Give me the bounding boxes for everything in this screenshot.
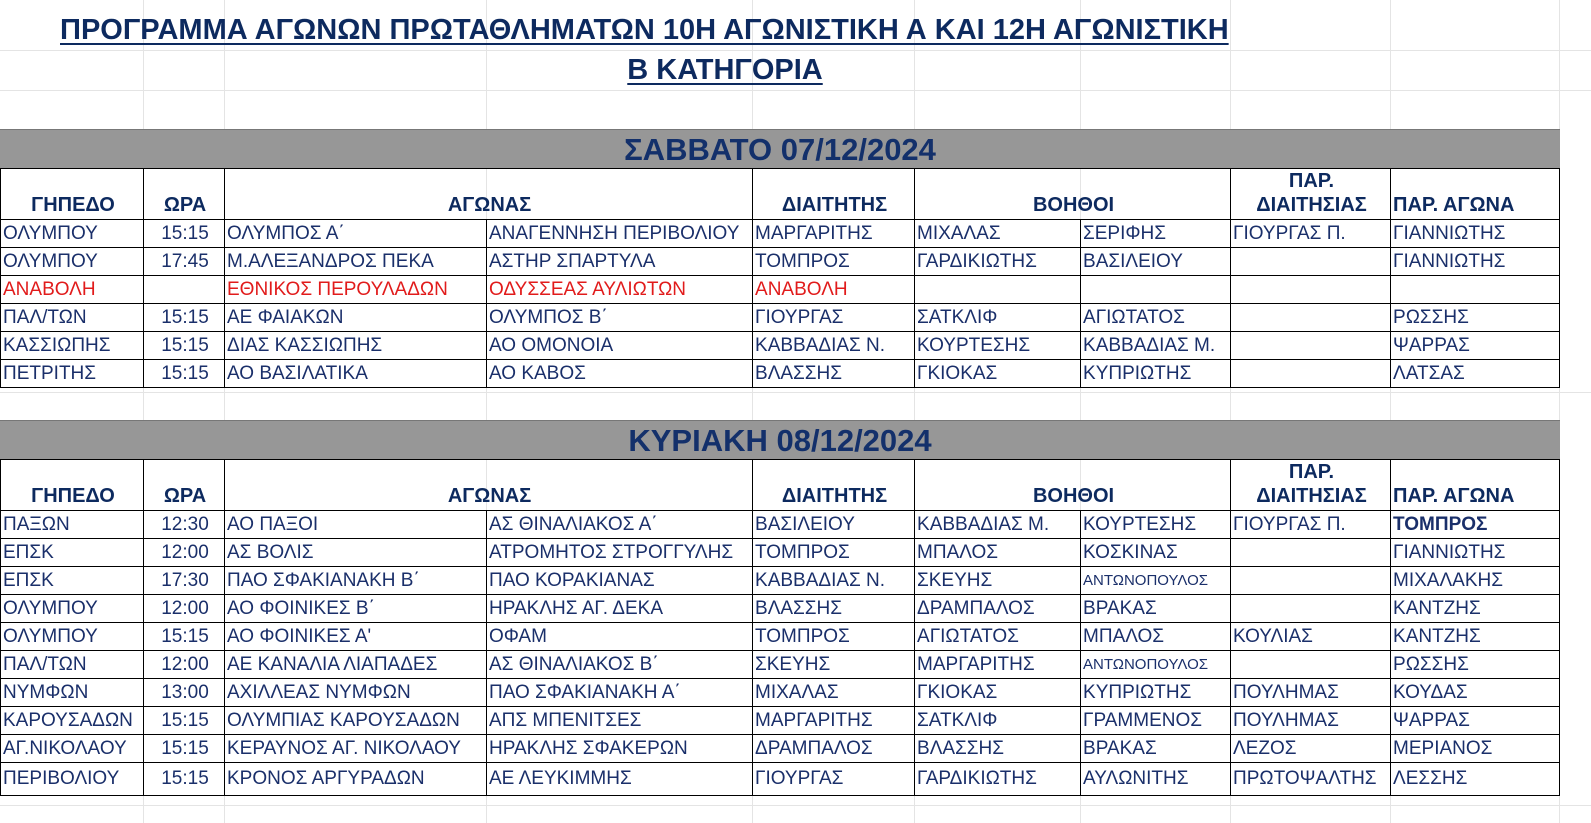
cell-assistant2: ΚΥΠΡΙΩΤΗΣ: [1081, 360, 1231, 388]
cell-ref-observer: [1231, 248, 1391, 276]
cell-assistant1: ΔΡΑΜΠΑΛΟΣ: [915, 595, 1081, 623]
cell-ref-observer: [1231, 567, 1391, 595]
cell-assistant2: ΒΡΑΚΑΣ: [1081, 735, 1231, 763]
cell-away: ΠΑΟ ΚΟΡΑΚΙΑΝΑΣ: [487, 567, 753, 595]
match-row: [1, 651, 1560, 679]
cell-ref-observer: ΠΟΥΛΗΜΑΣ: [1231, 679, 1391, 707]
cell-referee: ΓΙΟΥΡΓΑΣ: [753, 763, 915, 796]
cell-referee: ΜΑΡΓΑΡΙΤΗΣ: [753, 220, 915, 248]
cell-venue: ΝΥΜΦΩΝ: [1, 679, 144, 707]
cell-time: [144, 276, 225, 304]
match-row: [1, 304, 1560, 332]
cell-assistant2: ΚΥΠΡΙΩΤΗΣ: [1081, 679, 1231, 707]
cell-venue: ΠΑΛ/ΤΩΝ: [1, 304, 144, 332]
cell-assistant1: ΜΙΧΑΛΑΣ: [915, 220, 1081, 248]
cell-ref-observer: [1231, 539, 1391, 567]
cell-referee: ΤΟΜΠΡΟΣ: [753, 623, 915, 651]
cell-ref-observer: [1231, 595, 1391, 623]
cell-match-observer: ΚΟΥΔΑΣ: [1391, 679, 1560, 707]
cell-assistant1: ΜΑΡΓΑΡΙΤΗΣ: [915, 651, 1081, 679]
cell-assistant2: ΚΑΒΒΑΔΙΑΣ Μ.: [1081, 332, 1231, 360]
cell-match-observer: ΡΩΣΣΗΣ: [1391, 304, 1560, 332]
cell-home: ΑΕ ΚΑΝΑΛΙΑ ΛΙΑΠΑΔΕΣ: [225, 651, 487, 679]
cell-assistant1: ΣΑΤΚΛΙΦ: [915, 707, 1081, 735]
cell-time: 15:15: [144, 360, 225, 388]
cell-time: 12:30: [144, 511, 225, 539]
cell-referee: ΒΑΣΙΛΕΙΟΥ: [753, 511, 915, 539]
cell-assistant1: [915, 276, 1081, 304]
header-row: [1, 460, 1560, 511]
cell-time: 15:15: [144, 332, 225, 360]
header-match-observer: ΠΑΡ. ΑΓΩΝΑ: [1391, 169, 1560, 220]
cell-referee: ΜΑΡΓΑΡΙΤΗΣ: [753, 707, 915, 735]
cell-home: ΑΣ ΒΟΛΙΣ: [225, 539, 487, 567]
match-row: [1, 567, 1560, 595]
cell-away: ΟΦΑΜ: [487, 623, 753, 651]
header-ref-observer-line2: ΔΙΑΙΤΗΣΙΑΣ: [1256, 485, 1367, 507]
cell-assistant2: ΑΓΙΩΤΑΤΟΣ: [1081, 304, 1231, 332]
match-row: [1, 248, 1560, 276]
page-subtitle: Β ΚΑΤΗΓΟΡΙΑ: [627, 54, 823, 86]
cell-assistant2: ΜΠΑΛΟΣ: [1081, 623, 1231, 651]
cell-ref-observer: [1231, 651, 1391, 679]
cell-away: ΗΡΑΚΛΗΣ ΣΦΑΚΕΡΩΝ: [487, 735, 753, 763]
cell-time: 15:15: [144, 763, 225, 796]
cell-home: ΑΟ ΠΑΞΟΙ: [225, 511, 487, 539]
cell-referee: ΒΛΑΣΣΗΣ: [753, 595, 915, 623]
cell-assistant1: ΓΑΡΔΙΚΙΩΤΗΣ: [915, 763, 1081, 796]
cell-time: 15:15: [144, 735, 225, 763]
match-row: [1, 595, 1560, 623]
cell-assistant2: ΚΟΥΡΤΕΣΗΣ: [1081, 511, 1231, 539]
cell-assistant2: ΑΥΛΩΝΙΤΗΣ: [1081, 763, 1231, 796]
match-row: [1, 679, 1560, 707]
cell-away: ΑΣΤΗΡ ΣΠΑΡΤΥΛΑ: [487, 248, 753, 276]
cell-venue: ΠΑΛ/ΤΩΝ: [1, 651, 144, 679]
cell-venue: ΟΛΥΜΠΟΥ: [1, 248, 144, 276]
cell-away: ΟΛΥΜΠΟΣ Β΄: [487, 304, 753, 332]
cell-assistant1: ΒΛΑΣΣΗΣ: [915, 735, 1081, 763]
cell-referee: ΚΑΒΒΑΔΙΑΣ Ν.: [753, 332, 915, 360]
header-venue: ΓΗΠΕΔΟ: [1, 169, 144, 220]
cell-time: 13:00: [144, 679, 225, 707]
cell-assistant2: ΓΡΑΜΜΕΝΟΣ: [1081, 707, 1231, 735]
cell-away: ΑΟ ΚΑΒΟΣ: [487, 360, 753, 388]
cell-away: ΑΟ ΟΜΟΝΟΙΑ: [487, 332, 753, 360]
cell-venue: ΚΑΣΣΙΩΠΗΣ: [1, 332, 144, 360]
cell-home: ΑΕ ΦΑΙΑΚΩΝ: [225, 304, 487, 332]
cell-assistant1: ΣΚΕΥΗΣ: [915, 567, 1081, 595]
cell-assistant1: ΣΑΤΚΛΙΦ: [915, 304, 1081, 332]
cell-match-observer: ΡΩΣΣΗΣ: [1391, 651, 1560, 679]
cell-assistant1: ΑΓΙΩΤΑΤΟΣ: [915, 623, 1081, 651]
cell-ref-observer: ΛΕΖΟΣ: [1231, 735, 1391, 763]
cell-match-observer: ΤΟΜΠΡΟΣ: [1391, 511, 1560, 539]
cell-referee: ΜΙΧΑΛΑΣ: [753, 679, 915, 707]
cell-match-observer: ΜΕΡΙΑΝΟΣ: [1391, 735, 1560, 763]
cell-venue: ΟΛΥΜΠΟΥ: [1, 595, 144, 623]
cell-home: ΟΛΥΜΠΟΣ Α΄: [225, 220, 487, 248]
header-venue: ΓΗΠΕΔΟ: [1, 460, 144, 511]
cell-assistant2: [1081, 276, 1231, 304]
cell-away: ΑΕ ΛΕΥΚΙΜΜΗΣ: [487, 763, 753, 796]
cell-time: 15:15: [144, 304, 225, 332]
match-row: [1, 707, 1560, 735]
cell-venue: ΕΠΣΚ: [1, 539, 144, 567]
cell-ref-observer: ΓΙΟΥΡΓΑΣ Π.: [1231, 220, 1391, 248]
header-time: ΩΡΑ: [144, 169, 225, 220]
cell-match-observer: ΛΑΤΣΑΣ: [1391, 360, 1560, 388]
cell-match-observer: ΚΑΝΤΖΗΣ: [1391, 595, 1560, 623]
match-row: [1, 539, 1560, 567]
sunday-schedule-table: [0, 459, 1560, 796]
cell-time: 15:15: [144, 220, 225, 248]
cell-match-observer: ΓΙΑΝΝΙΩΤΗΣ: [1391, 539, 1560, 567]
cell-match-observer: ΓΙΑΝΝΙΩΤΗΣ: [1391, 248, 1560, 276]
cell-home: ΔΙΑΣ ΚΑΣΣΙΩΠΗΣ: [225, 332, 487, 360]
cell-match-observer: ΜΙΧΑΛΑΚΗΣ: [1391, 567, 1560, 595]
cell-referee: ΣΚΕΥΗΣ: [753, 651, 915, 679]
match-row: [1, 332, 1560, 360]
cell-ref-observer: [1231, 276, 1391, 304]
cell-venue: ΚΑΡΟΥΣΑΔΩΝ: [1, 707, 144, 735]
cell-away: ΑΣ ΘΙΝΑΛΙΑΚΟΣ Β΄: [487, 651, 753, 679]
page-title: ΠΡΟΓΡΑΜΜΑ ΑΓΩΝΩΝ ΠΡΩΤΑΘΛΗΜΑΤΩΝ 10Η ΑΓΩΝΙΣΤΙΚΗ Α ΚΑΙ 12Η ΑΓΩΝΙΣΤΙΚΗ: [60, 14, 1229, 46]
cell-assistant1: ΚΑΒΒΑΔΙΑΣ Μ.: [915, 511, 1081, 539]
cell-away: ΠΑΟ ΣΦΑΚΙΑΝΑΚΗ Α΄: [487, 679, 753, 707]
cell-venue: ΕΠΣΚ: [1, 567, 144, 595]
cell-away: ΑΤΡΟΜΗΤΟΣ ΣΤΡΟΓΓΥΛΗΣ: [487, 539, 753, 567]
match-row: [1, 623, 1560, 651]
cell-assistant1: ΜΠΑΛΟΣ: [915, 539, 1081, 567]
cell-match-observer: ΨΑΡΡΑΣ: [1391, 332, 1560, 360]
cell-match-observer: ΛΕΣΣΗΣ: [1391, 763, 1560, 796]
cell-home: ΑΟ ΦΟΙΝΙΚΕΣ Α': [225, 623, 487, 651]
saturday-schedule-table: [0, 168, 1560, 388]
cell-time: 17:45: [144, 248, 225, 276]
match-row: [1, 735, 1560, 763]
cell-venue: ΑΝΑΒΟΛΗ: [1, 276, 144, 304]
cell-referee: ΑΝΑΒΟΛΗ: [753, 276, 915, 304]
header-ref-observer-line1: ΠΑΡ.: [1288, 170, 1335, 192]
header-match: ΑΓΩΝΑΣ: [225, 169, 753, 220]
cell-ref-observer: [1231, 360, 1391, 388]
cell-assistant2: ΑΝΤΩΝΟΠΟΥΛΟΣ: [1081, 567, 1231, 595]
header-ref-observer: [1231, 460, 1391, 511]
cell-home: ΟΛΥΜΠΙΑΣ ΚΑΡΟΥΣΑΔΩΝ: [225, 707, 487, 735]
cell-home: ΑΧΙΛΛΕΑΣ ΝΥΜΦΩΝ: [225, 679, 487, 707]
cell-match-observer: ΚΑΝΤΖΗΣ: [1391, 623, 1560, 651]
cell-time: 12:00: [144, 539, 225, 567]
match-row: [1, 220, 1560, 248]
cell-assistant2: ΣΕΡΙΦΗΣ: [1081, 220, 1231, 248]
cell-home: ΕΘΝΙΚΟΣ ΠΕΡΟΥΛΑΔΩΝ: [225, 276, 487, 304]
header-assistants: ΒΟΗΘΟΙ: [915, 460, 1231, 511]
cell-match-observer: ΓΙΑΝΝΙΩΤΗΣ: [1391, 220, 1560, 248]
cell-time: 15:15: [144, 707, 225, 735]
header-referee: ΔΙΑΙΤΗΤΗΣ: [753, 460, 915, 511]
cell-referee: ΓΙΟΥΡΓΑΣ: [753, 304, 915, 332]
cell-home: ΑΟ ΒΑΣΙΛΑΤΙΚΑ: [225, 360, 487, 388]
sunday-date-band: ΚΥΡΙΑΚΗ 08/12/2024: [0, 420, 1560, 459]
cell-ref-observer: [1231, 304, 1391, 332]
cell-ref-observer: ΠΟΥΛΗΜΑΣ: [1231, 707, 1391, 735]
cell-match-observer: [1391, 276, 1560, 304]
cell-home: ΚΕΡΑΥΝΟΣ ΑΓ. ΝΙΚΟΛΑΟΥ: [225, 735, 487, 763]
header-referee: ΔΙΑΙΤΗΤΗΣ: [753, 169, 915, 220]
cell-time: 12:00: [144, 595, 225, 623]
saturday-date-band: ΣΑΒΒΑΤΟ 07/12/2024: [0, 129, 1560, 168]
header-match: ΑΓΩΝΑΣ: [225, 460, 753, 511]
cell-away: ΑΝΑΓΕΝΝΗΣΗ ΠΕΡΙΒΟΛΙΟΥ: [487, 220, 753, 248]
cell-home: ΠΑΟ ΣΦΑΚΙΑΝΑΚΗ Β΄: [225, 567, 487, 595]
cell-match-observer: ΨΑΡΡΑΣ: [1391, 707, 1560, 735]
cell-venue: ΑΓ.ΝΙΚΟΛΑΟΥ: [1, 735, 144, 763]
cell-venue: ΟΛΥΜΠΟΥ: [1, 220, 144, 248]
cell-away: ΑΣ ΘΙΝΑΛΙΑΚΟΣ Α΄: [487, 511, 753, 539]
header-time: ΩΡΑ: [144, 460, 225, 511]
cell-away: ΑΠΣ ΜΠΕΝΙΤΣΕΣ: [487, 707, 753, 735]
cell-assistant2: ΒΑΣΙΛΕΙΟΥ: [1081, 248, 1231, 276]
cell-away: ΗΡΑΚΛΗΣ ΑΓ. ΔΕΚΑ: [487, 595, 753, 623]
cell-referee: ΔΡΑΜΠΑΛΟΣ: [753, 735, 915, 763]
cell-assistant1: ΚΟΥΡΤΕΣΗΣ: [915, 332, 1081, 360]
header-ref-observer-line1: ΠΑΡ.: [1288, 461, 1335, 483]
header-ref-observer-line2: ΔΙΑΙΤΗΣΙΑΣ: [1256, 194, 1367, 216]
cell-ref-observer: ΓΙΟΥΡΓΑΣ Π.: [1231, 511, 1391, 539]
header-match-observer: ΠΑΡ. ΑΓΩΝΑ: [1391, 460, 1560, 511]
header-row: [1, 169, 1560, 220]
match-row: [1, 360, 1560, 388]
cell-venue: ΟΛΥΜΠΟΥ: [1, 623, 144, 651]
cell-referee: ΤΟΜΠΡΟΣ: [753, 539, 915, 567]
cell-venue: ΠΑΞΩΝ: [1, 511, 144, 539]
match-row: [1, 763, 1560, 796]
cell-ref-observer: [1231, 332, 1391, 360]
cell-home: ΚΡΟΝΟΣ ΑΡΓΥΡΑΔΩΝ: [225, 763, 487, 796]
cell-time: 17:30: [144, 567, 225, 595]
cell-away: ΟΔΥΣΣΕΑΣ ΑΥΛΙΩΤΩΝ: [487, 276, 753, 304]
match-row: [1, 511, 1560, 539]
cell-assistant2: ΑΝΤΩΝΟΠΟΥΛΟΣ: [1081, 651, 1231, 679]
cell-assistant1: ΓΚΙΟΚΑΣ: [915, 360, 1081, 388]
cell-ref-observer: ΚΟΥΛΙΑΣ: [1231, 623, 1391, 651]
cell-venue: ΠΕΤΡΙΤΗΣ: [1, 360, 144, 388]
cell-assistant1: ΓΚΙΟΚΑΣ: [915, 679, 1081, 707]
cell-venue: ΠΕΡΙΒΟΛΙΟΥ: [1, 763, 144, 796]
cell-referee: ΤΟΜΠΡΟΣ: [753, 248, 915, 276]
cell-assistant1: ΓΑΡΔΙΚΙΩΤΗΣ: [915, 248, 1081, 276]
header-assistants: ΒΟΗΘΟΙ: [915, 169, 1231, 220]
cell-assistant2: ΒΡΑΚΑΣ: [1081, 595, 1231, 623]
cell-time: 12:00: [144, 651, 225, 679]
header-ref-observer: [1231, 169, 1391, 220]
cell-referee: ΚΑΒΒΑΔΙΑΣ Ν.: [753, 567, 915, 595]
cell-ref-observer: ΠΡΩΤΟΨΑΛΤΗΣ: [1231, 763, 1391, 796]
cell-home: Μ.ΑΛΕΞΑΝΔΡΟΣ ΠΕΚΑ: [225, 248, 487, 276]
cell-assistant2: ΚΟΣΚΙΝΑΣ: [1081, 539, 1231, 567]
cell-time: 15:15: [144, 623, 225, 651]
cell-referee: ΒΛΑΣΣΗΣ: [753, 360, 915, 388]
cell-home: ΑΟ ΦΟΙΝΙΚΕΣ Β΄: [225, 595, 487, 623]
match-row: [1, 276, 1560, 304]
